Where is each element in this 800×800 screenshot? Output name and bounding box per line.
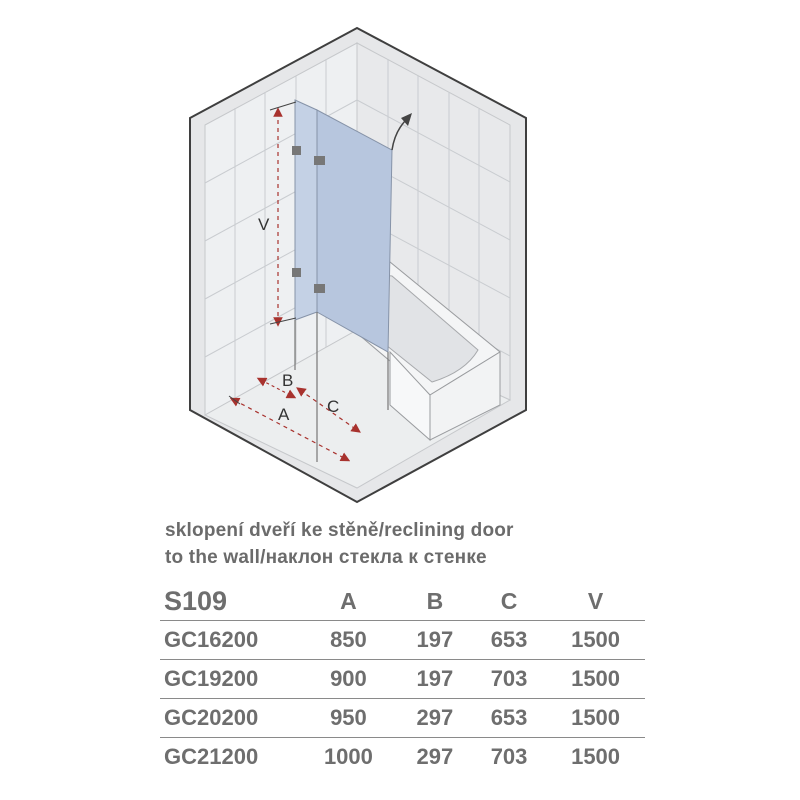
cell-c: 653 bbox=[490, 705, 528, 730]
table-row bbox=[160, 738, 645, 777]
cell-v: 1500 bbox=[571, 705, 621, 730]
table-row bbox=[160, 699, 645, 738]
cell-model: GC16200 bbox=[164, 627, 259, 652]
caption-line-1: sklopení dveří ke stěně/reclining door bbox=[165, 520, 514, 541]
cell-a: 1000 bbox=[323, 744, 373, 769]
cell-a: 850 bbox=[330, 627, 367, 652]
hinge-icon bbox=[314, 284, 325, 293]
label-c: C bbox=[327, 397, 340, 416]
hinge-icon bbox=[292, 146, 301, 155]
cell-v: 1500 bbox=[571, 666, 621, 691]
header-b: B bbox=[426, 587, 444, 614]
cell-c: 653 bbox=[490, 627, 528, 652]
cell-b: 297 bbox=[416, 705, 454, 730]
cell-b: 297 bbox=[416, 744, 454, 769]
label-b: B bbox=[282, 371, 294, 390]
cell-model: GC19200 bbox=[164, 666, 259, 691]
cell-b: 197 bbox=[416, 627, 454, 652]
header-model: S109 bbox=[164, 585, 228, 616]
header-v: V bbox=[587, 587, 604, 614]
caption-line-2: to the wall/наклон стекла к стенке bbox=[165, 547, 487, 568]
cell-a: 950 bbox=[330, 705, 367, 730]
hinge-icon bbox=[292, 268, 301, 277]
cell-c: 703 bbox=[490, 744, 528, 769]
swing-glass-panel bbox=[317, 110, 392, 352]
label-v: V bbox=[258, 215, 270, 234]
table-header-row bbox=[160, 582, 645, 621]
header-c: C bbox=[500, 587, 518, 614]
cell-c: 703 bbox=[490, 666, 528, 691]
table-row bbox=[160, 660, 645, 699]
cell-model: GC21200 bbox=[164, 744, 259, 769]
cell-model: GC20200 bbox=[164, 705, 259, 730]
dimensions-table bbox=[160, 582, 645, 776]
cell-a: 900 bbox=[330, 666, 367, 691]
header-a: A bbox=[340, 587, 357, 614]
fixed-glass-panel bbox=[295, 100, 317, 320]
label-a: A bbox=[278, 405, 290, 424]
cell-v: 1500 bbox=[571, 744, 621, 769]
cell-v: 1500 bbox=[571, 627, 621, 652]
cell-b: 197 bbox=[416, 666, 454, 691]
hinge-icon bbox=[314, 156, 325, 165]
table-row bbox=[160, 621, 645, 660]
